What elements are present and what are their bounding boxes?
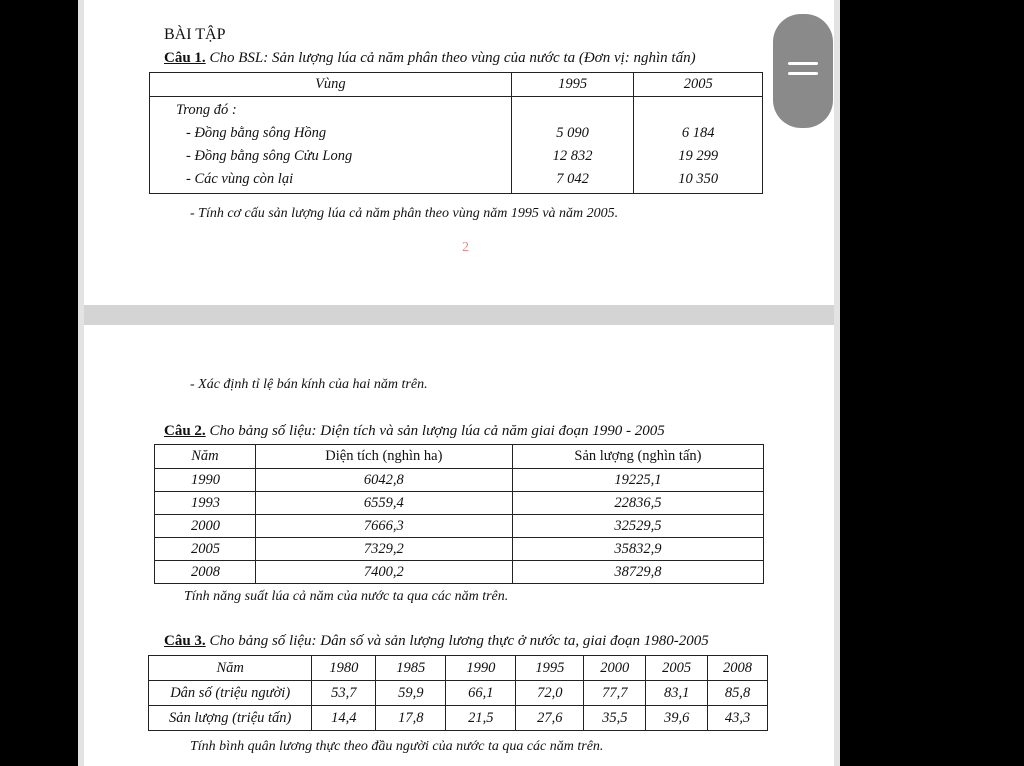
q3-prompt <box>164 633 709 650</box>
q1-group-label: Trong đó : <box>176 102 237 118</box>
q2-label: Câu 2. <box>164 423 206 439</box>
q3-output-value: 27,6 <box>516 706 584 731</box>
grip-line-icon <box>788 72 818 75</box>
q1-value: 12 832 <box>552 148 593 164</box>
q2-output: 22836,5 <box>512 492 763 515</box>
q2-year: 2005 <box>155 538 256 561</box>
q1-value: 6 184 <box>681 125 715 141</box>
table-row <box>155 561 764 584</box>
q3-population-value: 66,1 <box>446 681 516 706</box>
table-row <box>149 681 768 706</box>
q3-population-label: Dân số (triệu người) <box>149 681 312 706</box>
heading: BÀI TẬP <box>164 26 226 43</box>
q1-2005-cell <box>634 97 763 194</box>
q3-label: Câu 3. <box>164 633 206 649</box>
page-2 <box>84 325 834 766</box>
q3-output-value: 17,8 <box>376 706 446 731</box>
q1-task2: - Xác định tỉ lệ bán kính của hai năm trên. <box>190 377 428 392</box>
table-row <box>155 515 764 538</box>
q3-year: 2008 <box>708 656 768 681</box>
q2-header-output: Sản lượng (nghìn tấn) <box>512 445 763 469</box>
q1-region-row: - Đồng bằng sông Cửu Long <box>186 148 353 164</box>
q2-prompt <box>164 423 665 440</box>
q3-year: 2000 <box>584 656 646 681</box>
q3-year: 1990 <box>446 656 516 681</box>
q1-prompt-text: Cho BSL: Sản lượng lúa cả năm phân theo vùng của nước ta (Đơn vị: nghìn tấn) <box>205 50 696 66</box>
table-row <box>155 469 764 492</box>
page-1 <box>84 0 834 305</box>
q3-year: 1985 <box>376 656 446 681</box>
q1-region-cell <box>150 97 512 194</box>
q3-year: 1995 <box>516 656 584 681</box>
q2-output: 32529,5 <box>512 515 763 538</box>
q1-value: 10 350 <box>678 171 719 187</box>
q1-value: 19 299 <box>678 148 719 164</box>
q1-header-1995: 1995 <box>511 73 634 97</box>
q2-table <box>154 444 764 584</box>
q3-output-value: 43,3 <box>708 706 768 731</box>
q2-area: 6042,8 <box>255 469 512 492</box>
q3-population-value: 85,8 <box>708 681 768 706</box>
q1-header-region: Vùng <box>150 73 512 97</box>
q2-output: 38729,8 <box>512 561 763 584</box>
q1-value: 5 090 <box>556 125 589 141</box>
q3-year: 2005 <box>646 656 708 681</box>
q3-population-value: 59,9 <box>376 681 446 706</box>
q3-output-value: 14,4 <box>312 706 376 731</box>
q2-year: 2000 <box>155 515 256 538</box>
table-row <box>155 538 764 561</box>
q1-header-2005: 2005 <box>634 73 763 97</box>
table-row <box>149 706 768 731</box>
q1-1995-cell <box>511 97 634 194</box>
q3-population-value: 83,1 <box>646 681 708 706</box>
q3-task: Tính bình quân lương thực theo đầu người của nước ta qua các năm trên. <box>190 739 604 754</box>
q3-prompt-text: Cho bảng số liệu: Dân số và sản lượng lương thực ở nước ta, giai đoạn 1980-2005 <box>205 633 709 649</box>
table-row <box>155 492 764 515</box>
q1-region-row: - Các vùng còn lại <box>186 171 294 187</box>
q1-table <box>149 72 763 194</box>
q3-output-label: Sản lượng (triệu tấn) <box>149 706 312 731</box>
q2-year: 1993 <box>155 492 256 515</box>
q2-header-area: Diện tích (nghìn ha) <box>255 445 512 469</box>
q2-task: Tính năng suất lúa cả năm của nước ta qua các năm trên. <box>184 589 509 604</box>
page-number: 2 <box>462 240 469 255</box>
q2-area: 7666,3 <box>255 515 512 538</box>
q2-header-year: Năm <box>155 445 256 469</box>
q3-output-value: 21,5 <box>446 706 516 731</box>
q3-output-value: 39,6 <box>646 706 708 731</box>
q2-prompt-text: Cho bảng số liệu: Diện tích và sản lượng lúa cả năm giai đoạn 1990 - 2005 <box>205 423 665 439</box>
scroll-handle[interactable] <box>773 14 833 128</box>
q3-population-value: 72,0 <box>516 681 584 706</box>
grip-line-icon <box>788 62 818 65</box>
table-row <box>149 656 768 681</box>
q3-output-value: 35,5 <box>584 706 646 731</box>
q1-task: - Tính cơ cấu sản lượng lúa cả năm phân theo vùng năm 1995 và năm 2005. <box>190 206 619 221</box>
q2-output: 19225,1 <box>512 469 763 492</box>
q2-year: 1990 <box>155 469 256 492</box>
page-gap <box>84 305 834 325</box>
q3-table <box>148 655 768 731</box>
q2-area: 7329,2 <box>255 538 512 561</box>
q3-population-value: 77,7 <box>584 681 646 706</box>
q1-prompt <box>164 50 696 67</box>
q1-region-row: - Đồng bằng sông Hồng <box>186 125 327 141</box>
q2-area: 7400,2 <box>255 561 512 584</box>
q2-area: 6559,4 <box>255 492 512 515</box>
q3-header-label: Năm <box>149 656 312 681</box>
q3-population-value: 53,7 <box>312 681 376 706</box>
q2-output: 35832,9 <box>512 538 763 561</box>
q1-label: Câu 1. <box>164 50 206 66</box>
q2-year: 2008 <box>155 561 256 584</box>
q1-value: 7 042 <box>556 171 589 187</box>
q3-year: 1980 <box>312 656 376 681</box>
